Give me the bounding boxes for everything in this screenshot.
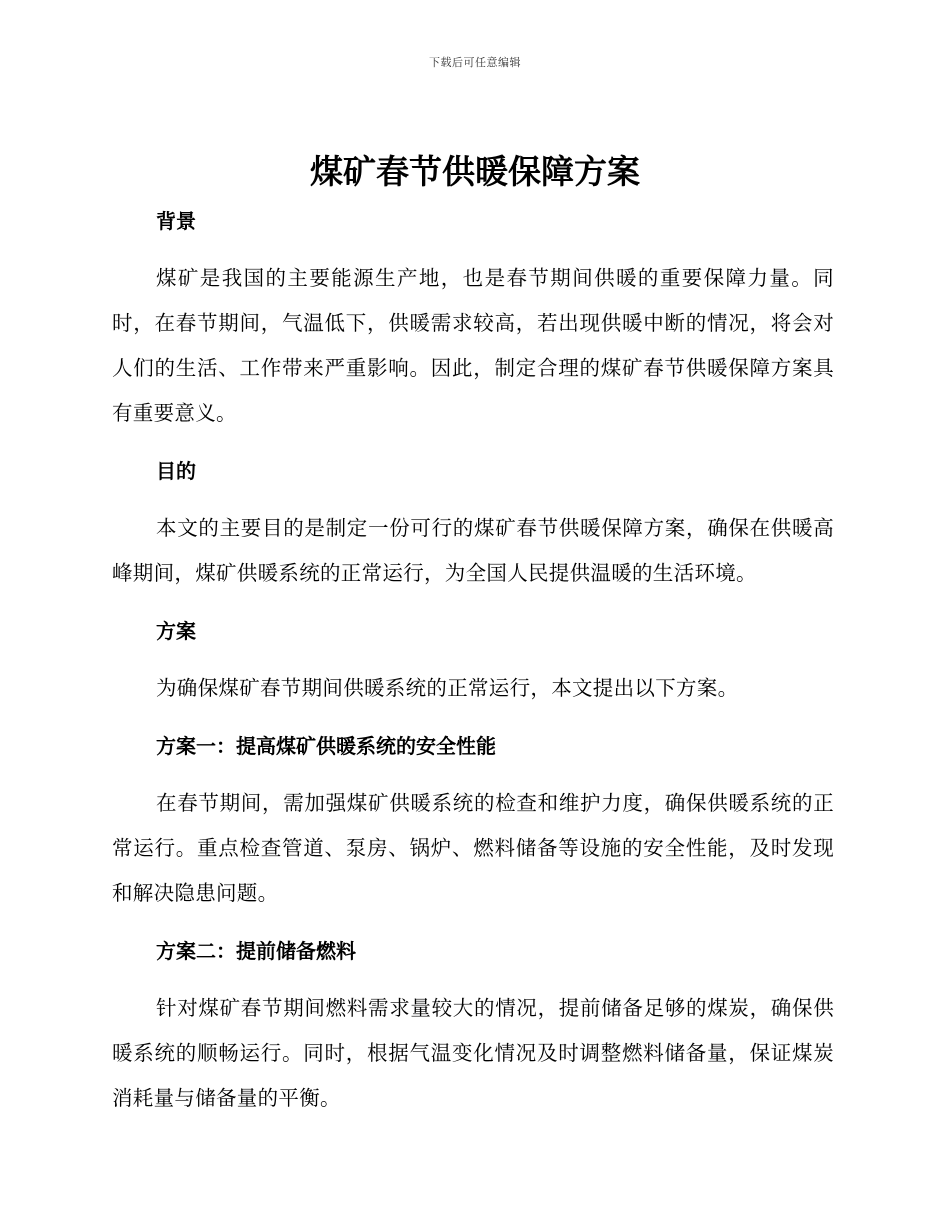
- section-plan-two: [112, 929, 834, 1121]
- section-background: [112, 199, 834, 449]
- document-body: [112, 199, 834, 1121]
- section-purpose: [112, 449, 834, 609]
- section-text-plan-one: 在春节期间，需加强煤矿供暖系统的检查和维护力度，确保供暖系统的正常运行。重点检查管道、泵房、锅炉、燃料储备等设施的安全性能，及时发现和解决隐患问题。: [112, 791, 834, 905]
- section-heading-purpose: 目的: [156, 459, 196, 483]
- section-text-background: 煤矿是我国的主要能源生产地，也是春节期间供暖的重要保障力量。同时，在春节期间，气温低下，供暖需求较高，若出现供暖中断的情况，将会对人们的生活、工作带来严重影响。因此，制定合理的煤矿春节供暖保障方案具有重要意义。: [112, 266, 834, 425]
- section-text-plan: 为确保煤矿春节期间供暖系统的正常运行，本文提出以下方案。: [156, 676, 739, 700]
- section-text-plan-two: 针对煤矿春节期间燃料需求量较大的情况，提前储备足够的煤炭，确保供暖系统的顺畅运行。同时，根据气温变化情况及时调整燃料储备量，保证煤炭消耗量与储备量的平衡。: [112, 996, 834, 1110]
- section-heading-plan-one: 方案一：提高煤矿供暖系统的安全性能: [156, 734, 496, 758]
- section-heading-plan: 方案: [156, 619, 196, 643]
- header-note: 下载后可任意编辑: [429, 56, 521, 69]
- section-heading-background: 背景: [156, 209, 196, 233]
- section-plan-one: [112, 724, 834, 929]
- section-plan: [112, 609, 834, 724]
- document-title: 煤矿春节供暖保障方案: [310, 152, 640, 191]
- section-text-purpose: 本文的主要目的是制定一份可行的煤矿春节供暖保障方案，确保在供暖高峰期间，煤矿供暖系统的正常运行，为全国人民提供温暖的生活环境。: [112, 516, 834, 585]
- section-heading-plan-two: 方案二：提前储备燃料: [156, 939, 356, 963]
